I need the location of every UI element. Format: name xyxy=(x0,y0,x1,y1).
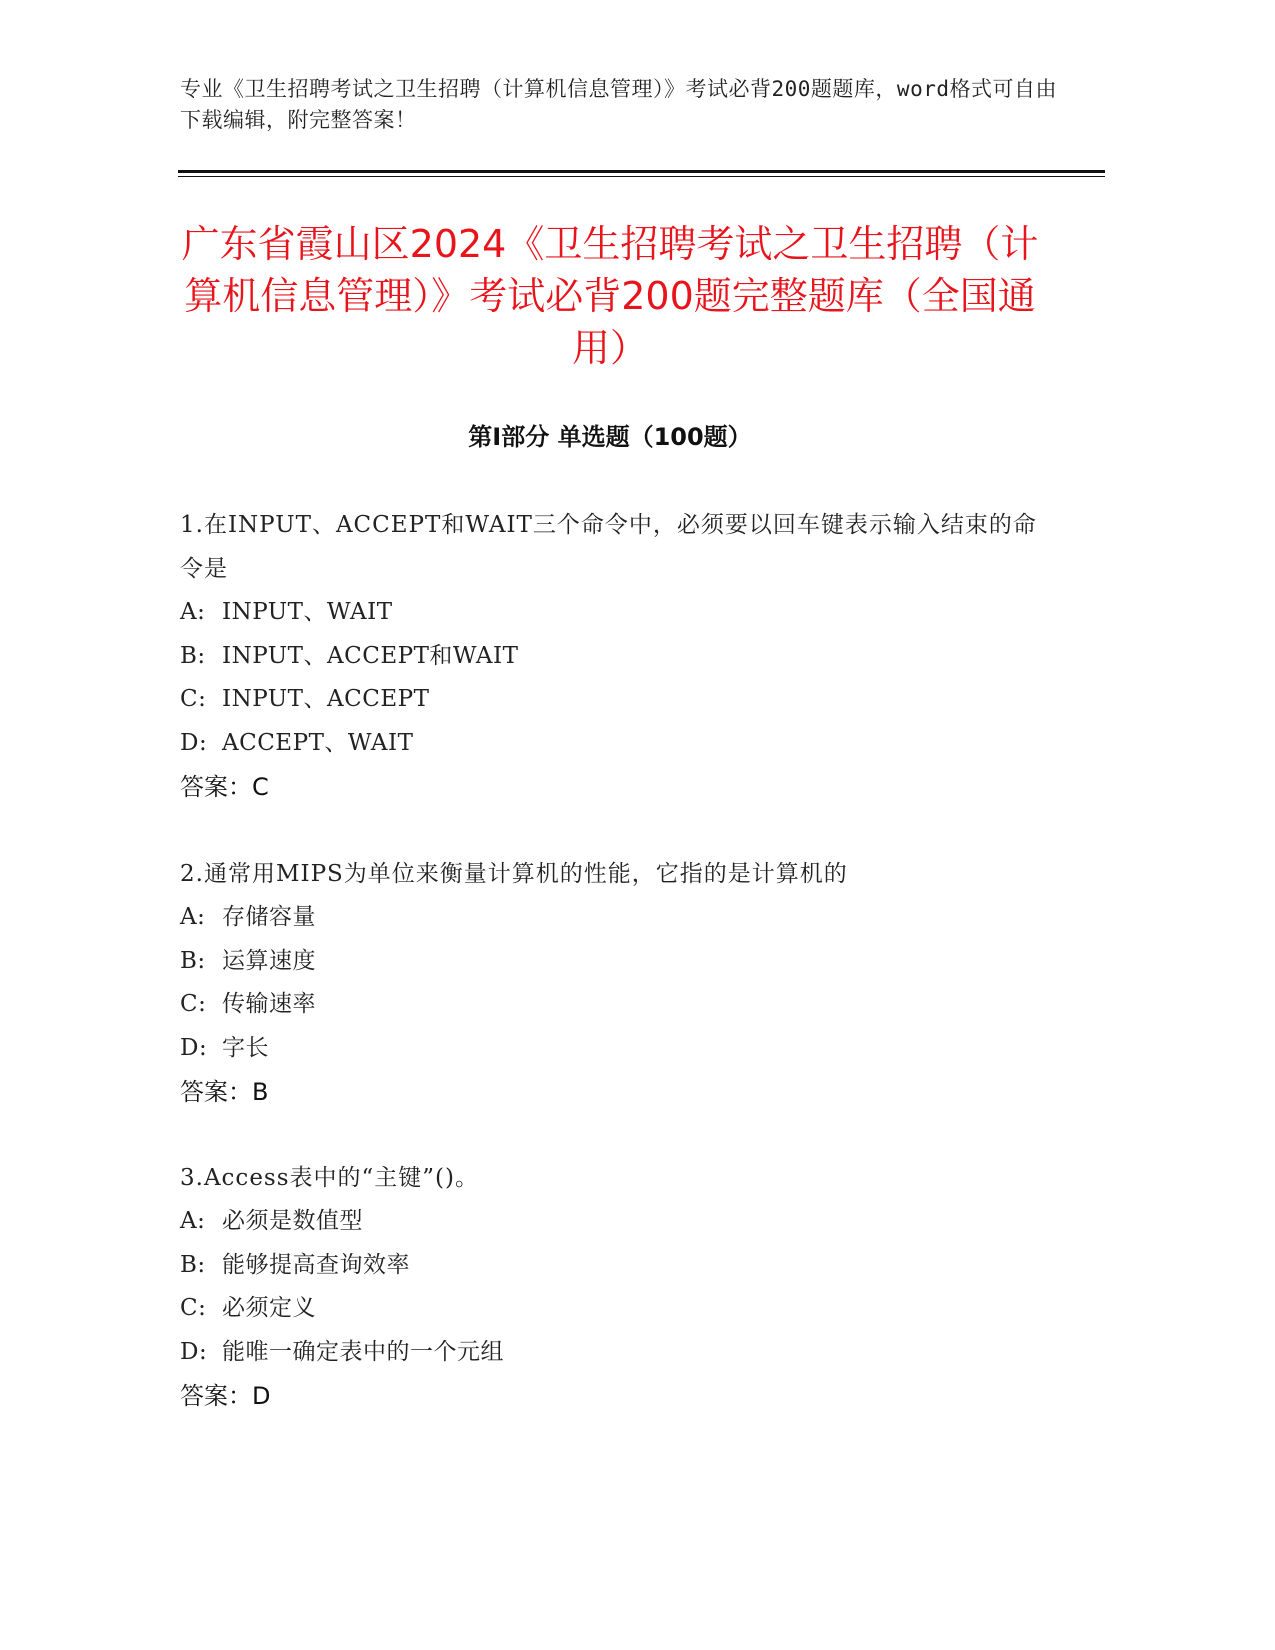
option-letter: C: xyxy=(180,991,207,1017)
answer: 答案：B xyxy=(180,1078,269,1106)
option-letter: B: xyxy=(180,947,206,974)
option-text: 运算速度 xyxy=(222,947,316,974)
option-d xyxy=(180,722,1040,766)
option-a xyxy=(180,1200,1040,1244)
question-stem: 2.通常用MIPS为单位来衡量计算机的性能，它指的是计算机的 xyxy=(180,861,848,887)
option-letter: D: xyxy=(180,729,208,756)
option-text: ACCEPT、WAIT xyxy=(222,729,414,756)
option-text: 存储容量 xyxy=(222,904,316,930)
option-letter: A: xyxy=(180,599,206,625)
option-d xyxy=(180,1027,1040,1071)
header-note: 专业《卫生招聘考试之卫生招聘（计算机信息管理）》考试必背200题题库，word格式可自由下载编辑，附完整答案！ xyxy=(180,77,1057,132)
question-stem: 3.Access表中的“主键”()。 xyxy=(180,1165,479,1191)
option-text: INPUT、ACCEPT xyxy=(222,686,430,712)
header-divider-thin xyxy=(178,176,1105,177)
option-c xyxy=(180,678,1040,722)
option-d xyxy=(180,1331,1040,1375)
question-1 xyxy=(180,503,1040,809)
option-letter: C: xyxy=(180,1295,207,1321)
section-title: 第Ⅰ部分 单选题（100题） xyxy=(468,423,752,451)
option-a xyxy=(180,591,1040,635)
answer: 答案：D xyxy=(180,1382,271,1410)
option-letter: A: xyxy=(180,1208,206,1234)
option-text: INPUT、WAIT xyxy=(222,599,393,625)
option-letter: C: xyxy=(180,686,207,712)
document-title: 广东省霞山区2024《卫生招聘考试之卫生招聘（计算机信息管理）》考试必背200题完整题库（全国通用） xyxy=(181,222,1039,370)
question-2 xyxy=(180,852,1040,1114)
question-stem: 1.在INPUT、ACCEPT和WAIT三个命令中，必须要以回车键表示输入结束的命令是 xyxy=(180,512,1037,582)
option-text: INPUT、ACCEPT和WAIT xyxy=(222,642,519,669)
question-3 xyxy=(180,1156,1040,1418)
answer: 答案：C xyxy=(180,773,269,801)
option-b xyxy=(180,940,1040,984)
option-text: 必须定义 xyxy=(222,1295,316,1321)
option-text: 传输速率 xyxy=(222,991,316,1017)
option-letter: A: xyxy=(180,904,206,930)
option-text: 字长 xyxy=(222,1034,269,1061)
option-a xyxy=(180,896,1040,940)
option-letter: D: xyxy=(180,1034,208,1061)
option-c xyxy=(180,983,1040,1027)
option-c xyxy=(180,1287,1040,1331)
option-text: 能够提高查询效率 xyxy=(222,1251,410,1278)
header-divider-thick xyxy=(178,170,1105,173)
option-letter: B: xyxy=(180,642,206,669)
option-b xyxy=(180,635,1040,679)
option-b xyxy=(180,1244,1040,1288)
option-text: 必须是数值型 xyxy=(222,1208,363,1234)
option-letter: B: xyxy=(180,1251,206,1278)
option-letter: D: xyxy=(180,1338,208,1365)
option-text: 能唯一确定表中的一个元组 xyxy=(222,1338,504,1365)
